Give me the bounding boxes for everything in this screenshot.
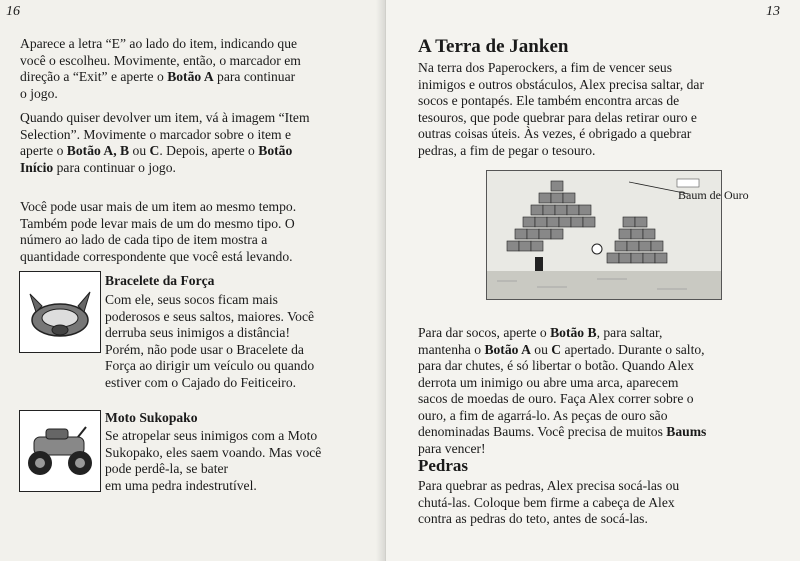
item-desc-motorcycle: Se atropelar seus inimigos com a Moto Sukopako, eles saem voando. Mas você pode perdê-la, se bater em uma pedra indestrutível. — [105, 428, 322, 493]
right-page — [386, 0, 800, 561]
item-title-bracelet: Bracelete da Força — [105, 273, 215, 288]
paragraph-controls: Para dar socos, aperte o Botão B, para saltar, mantenha o Botão A ou C apertado. Durante o salto, para dar chutes, é só libertar o botão. Quando Alex derrota um inimigo ou abre uma arca, aparecem sacos de moedas de ouro. Faça Alex correr sobre o ouro, a fim de agarrá-lo. As peças de ouro são denominadas Baums. Você precisa de muitos Baums para vencer! — [418, 325, 707, 456]
bracelet-image-box — [19, 271, 101, 353]
paragraph-intro: Na terra dos Paperockers, a fim de vencer seus inimigos e outros obstáculos, Alex precisa saltar, dar socos e pontapés. Ele também encontra arcas de tesouros, que pode quebrar para delas retirar ouro e outras coisas úteis. Às vezes, é obrigado a quebrar pedras, a fim de pegar o tesouro. — [418, 60, 704, 158]
motorcycle-image-box — [19, 410, 101, 492]
callout-baum-de-ouro: Baum de Ouro — [678, 188, 749, 202]
item-title-motorcycle: Moto Sukopako — [105, 410, 198, 425]
page-number-right: 13 — [766, 4, 780, 19]
item-desc-bracelet: Com ele, seus socos ficam mais poderosos e seus saltos, maiores. Você derruba seus inimigos a distância! Porém, não pode usar o Bracelete da Força ao dirigir um veículo ou quando estiver com o Cajado do Feiticeiro. — [105, 292, 315, 390]
page-number-left: 16 — [6, 4, 20, 19]
left-page — [0, 0, 386, 561]
paragraph-exit: Aparece a letra “E” ao lado do item, indicando que você o escolheu. Movimente, então, o marcador em direção a “Exit” e aperte o Botão A para continuar o jogo. — [20, 36, 301, 101]
heading-janken: A Terra de Janken — [418, 36, 569, 57]
paragraph-return-item: Quando quiser devolver um item, vá à imagem “Item Selection”. Movimente o marcador sobre o item e aperte o Botão A, B ou C. Depois, aperte o Botão Início para continuar o jogo. — [20, 110, 310, 175]
paragraph-pedras: Para quebrar as pedras, Alex precisa socá-las ou chutá-las. Coloque bem firme a cabeça de Alex contra as pedras do teto, antes de socá-las. — [418, 478, 680, 526]
motorcycle-icon — [20, 411, 100, 491]
bracelet-icon — [20, 272, 100, 352]
heading-pedras: Pedras — [418, 456, 469, 475]
paragraph-multiple-items: Você pode usar mais de um item ao mesmo tempo. Também pode levar mais de um do mesmo tipo. O número ao lado de cada tipo de item mostra a quantidade correspondente que você está levando. — [20, 199, 297, 264]
